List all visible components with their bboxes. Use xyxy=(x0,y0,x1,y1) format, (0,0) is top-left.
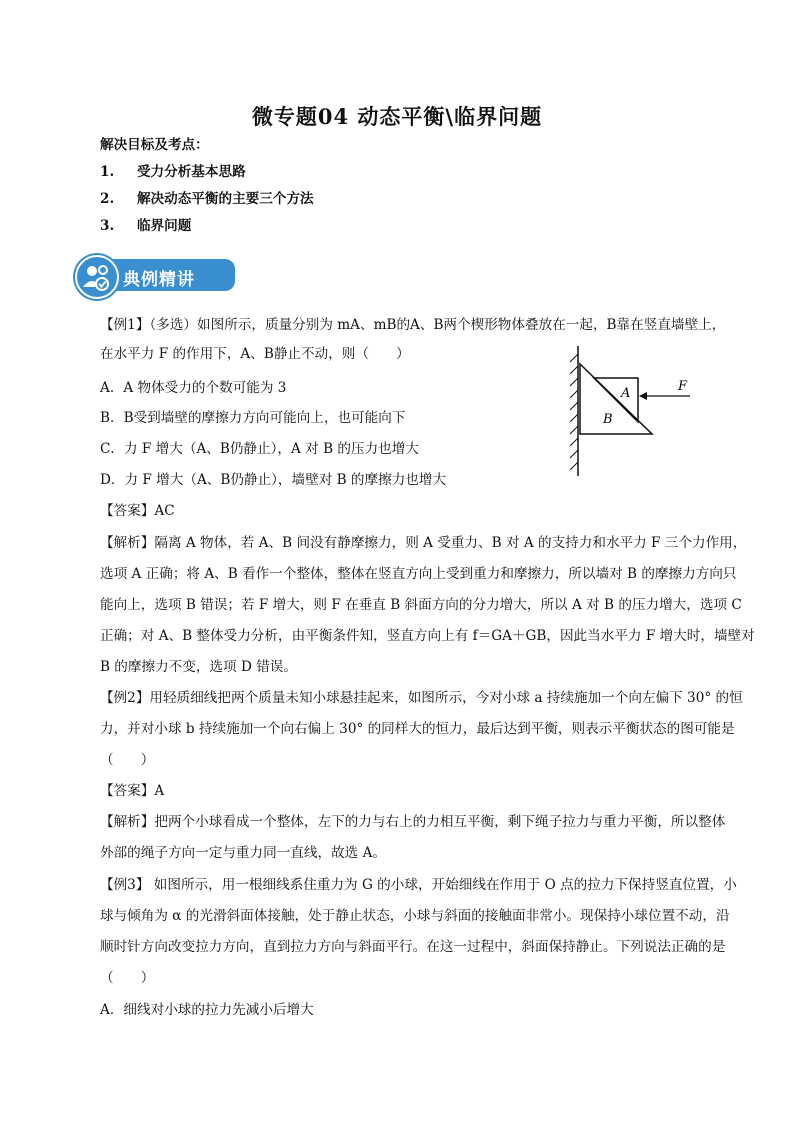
example1-analysis-line: 正确；对 A、B 整体受力分析，由平衡条件知，竖直方向上有 f＝GA＋GB，因此当水平力 F 增大时，墙壁对 xyxy=(100,628,755,644)
goal-item xyxy=(100,190,314,208)
example2-question-line: 【例2】用轻质细线把两个质量未知小球悬挂起来，如图所示，今对小球 a 持续施加一个向左偏下 30° 的恒 xyxy=(100,690,743,706)
wedge-figure xyxy=(566,344,706,478)
example1-option: B．B受到墙壁的摩擦力方向可能向上，也可能向下 xyxy=(100,410,406,426)
goals-heading: 解决目标及考点： xyxy=(100,137,209,153)
banner-label: 典例精讲 xyxy=(123,270,195,290)
example2-question-line: （ ） xyxy=(100,752,155,768)
figure-label-f: F xyxy=(678,379,688,394)
example3-question-line: 【例3】 如图所示，用一根细线系住重力为 G 的小球，开始细线在作用于 O 点的拉力下保持竖直位置，小 xyxy=(100,877,737,893)
example3-question-line: 顺时针方向改变拉力方向，直到拉力方向与斜面平行。在这一过程中，斜面保持静止。下列说法正确的是 xyxy=(100,939,726,955)
example1-analysis-line: B 的摩擦力不变，选项 D 错误。 xyxy=(100,659,297,675)
example1-answer: 【答案】AC xyxy=(100,503,175,519)
example1-analysis-line: 选项 A 正确；将 A、B 看作一个整体，整体在竖直方向上受到重力和摩擦力，所以墙对 B 的摩擦力方向只 xyxy=(100,566,737,582)
example3-option: A．细线对小球的拉力先减小后增大 xyxy=(100,1002,314,1018)
goal-text: 受力分析基本思路 xyxy=(136,164,246,180)
example2-analysis-line: 【解析】把两个小球看成一个整体，左下的力与右上的力相互平衡，剩下绳子拉力与重力平衡，所以整体 xyxy=(100,814,726,830)
example1-question-line: 【例1】（多选）如图所示，质量分别为 mA、mB的A、B两个楔形物体叠放在一起，B靠在竖直墙壁上， xyxy=(100,317,726,333)
figure-label-a: A xyxy=(621,386,631,401)
example1-question-line: 在水平力 F 的作用下，A、B静止不动，则（ ） xyxy=(100,346,410,362)
example1-option: D．力 F 增大（A、B仍静止），墙壁对 B 的摩擦力也增大 xyxy=(100,472,447,488)
goal-number: 3. xyxy=(100,218,115,234)
goal-item xyxy=(100,163,246,181)
people-check-icon xyxy=(75,255,119,299)
page-title: 微专题04 动态平衡\临界问题 xyxy=(251,104,543,129)
example3-question-line: （ ） xyxy=(100,970,155,986)
goal-number: 2. xyxy=(100,191,115,207)
goal-number: 1. xyxy=(100,164,115,180)
goal-text: 解决动态平衡的主要三个方法 xyxy=(136,191,314,207)
example2-analysis-line: 外部的绳子方向一定与重力同一直线，故选 A。 xyxy=(100,845,387,861)
section-banner xyxy=(75,255,237,295)
example1-analysis-line: 【解析】隔离 A 物体，若 A、B 间没有静摩擦力，则 A 受重力、B 对 A 的支持力和水平力 F 三个力作用， xyxy=(100,535,747,551)
example2-answer: 【答案】A xyxy=(100,783,165,799)
goal-text: 临界问题 xyxy=(136,218,192,234)
example3-question-line: 球与倾角为 α 的光滑斜面体接触，处于静止状态，小球与斜面的接触面非常小。现保持小球位置不动，沿 xyxy=(100,908,730,924)
goal-item xyxy=(100,217,191,235)
example1-option: A．A 物体受力的个数可能为 3 xyxy=(100,380,287,396)
example1-analysis-line: 能向上，选项 B 错误；若 F 增大，则 F 在垂直 B 斜面方向的分力增大，所以 A 对 B 的压力增大，选项 C xyxy=(100,597,742,613)
example1-option: C．力 F 增大（A、B仍静止），A 对 B 的压力也增大 xyxy=(100,441,419,457)
example2-question-line: 力，并对小球 b 持续施加一个向右偏上 30° 的同样大的恒力，最后达到平衡，则表示平衡状态的图可能是 xyxy=(100,721,735,737)
figure-label-b: B xyxy=(603,412,613,427)
